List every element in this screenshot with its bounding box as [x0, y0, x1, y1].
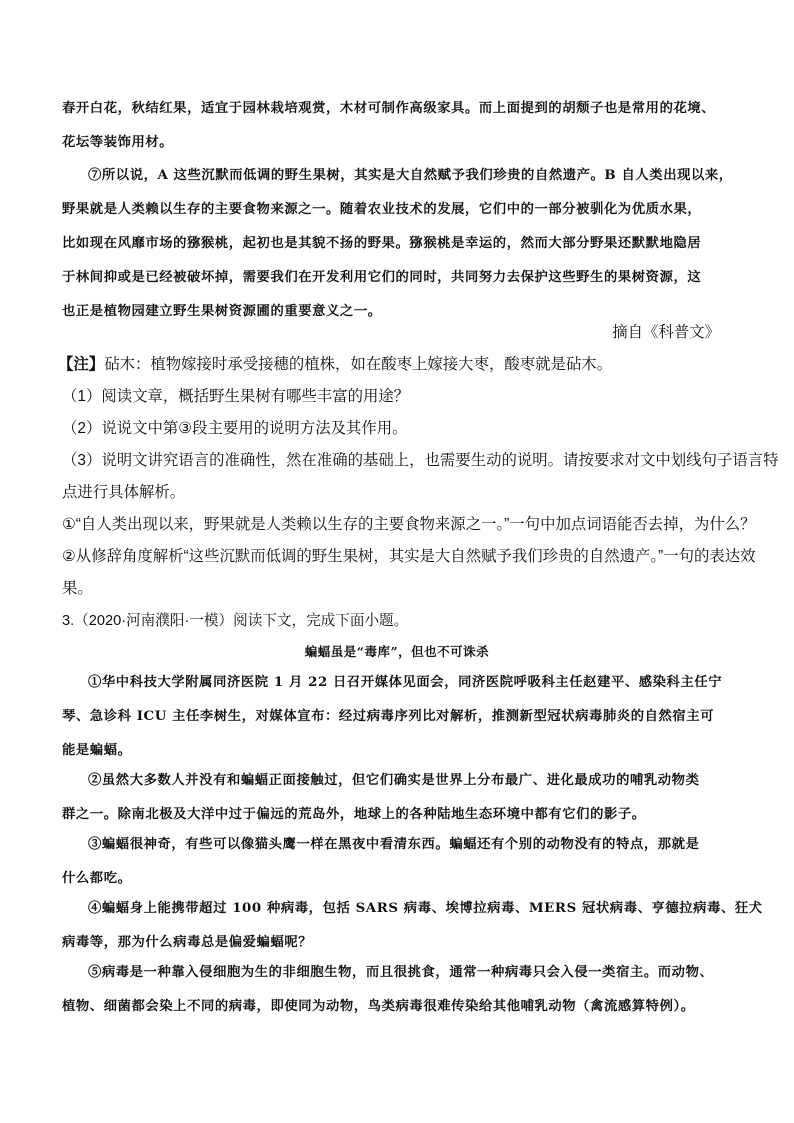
text-line: ④蝙蝠身上能携带超过 100 种病毒，包括 SARS 病毒、埃博拉病毒、MERS 冠状病毒、亨德拉病毒、狂犬	[88, 901, 763, 916]
text-line: 于林间抑或是已经被破坏掉，需要我们在开发利用它们的同时，共同努力去保护这些野生的果树资源，这	[62, 270, 702, 285]
paragraph-continued	[0, 92, 794, 160]
question-3-sub-2-continued: 果。	[62, 580, 93, 597]
note-text: 砧木：植物嫁接时承受接穗的植株，如在酸枣上嫁接大枣，酸枣就是砧木。	[104, 356, 613, 373]
article-paragraph-5	[0, 956, 794, 1024]
question-1: （1）阅读文章，概括野生果树有哪些丰富的用途？	[62, 388, 410, 405]
article-paragraph-2	[0, 764, 794, 832]
text-line: ⑤病毒是一种靠入侵细胞为生的非细胞生物，而且很挑食，通常一种病毒只会入侵一类宿主。而动物、	[88, 965, 714, 980]
note-label: 【注】	[58, 356, 105, 373]
question-2: （2）说说文中第③段主要用的说明方法及其作用。	[62, 420, 408, 437]
text-line: 群之一。除南北极及大洋中过于偏远的荒岛外，地球上的各种陆地生态环境中都有它们的影子。	[62, 807, 646, 822]
text-line: 花坛等装饰用材。	[62, 135, 174, 150]
text-line: 植物、细菌都会染上不同的病毒，即使同为动物，鸟类病毒很难传染给其他哺乳动物（禽流感算特例）。	[62, 999, 695, 1014]
text-line: 能是蝙蝠。	[62, 743, 132, 758]
text-line: 病毒等，那为什么病毒总是偏爱蝙蝠呢？	[62, 935, 313, 950]
article-paragraph-4	[0, 892, 794, 960]
note	[58, 350, 612, 380]
text-line: ②虽然大多数人并没有和蝙蝠正面接触过，但它们确实是世界上分布最广、进化最成功的哺乳动物类	[88, 773, 700, 788]
text-line: ①华中科技大学附属同济医院 1 月 22 日召开媒体见面会，同济医院呼吸科主任赵建平、感染科主任宁	[88, 675, 723, 690]
source-citation: 摘自《科普文》	[612, 324, 720, 341]
text-line: 也正是植物园建立野生果树资源圃的重要意义之一。	[62, 304, 382, 319]
text-line: 野果就是人类赖以生存的主要食物来源之一。随着农业技术的发展，它们中的一部分被驯化为优质水果，	[62, 202, 702, 217]
article-paragraph-1	[0, 666, 794, 768]
text-line: 比如现在风靡市场的猕猴桃，起初也是其貌不扬的野果。猕猴桃是幸运的，然而大部分野果还默默地隐居	[62, 236, 702, 251]
paragraph-7	[0, 159, 794, 329]
section-heading: 3.（2020·河南濮阳·一模）阅读下文，完成下面小题。	[62, 613, 409, 629]
question-3-sub-2: ②从修辞角度解析“这些沉默而低调的野生果树，其实是大自然赋予我们珍贵的自然遗产。”一句的表达效	[62, 548, 756, 565]
text-line: ⑦所以说，A 这些沉默而低调的野生果树，其实是大自然赋予我们珍贵的自然遗产。B 自人类出现以来，	[88, 168, 733, 183]
text-line: 什么都吃。	[62, 871, 132, 886]
article-paragraph-3	[0, 828, 794, 896]
question-3-sub-1: ①“自人类出现以来，野果就是人类赖以生存的主要食物来源之一。”一句中加点词语能否去掉，为什么？	[62, 516, 756, 533]
question-3: （3）说明文讲究语言的准确性，然在准确的基础上，也需要生动的说明。请按要求对文中划线句子语言特	[62, 452, 779, 469]
text-line: ③蝙蝠很神奇，有些可以像猫头鹰一样在黑夜中看清东西。蝙蝠还有个别的动物没有的特点，那就是	[88, 837, 700, 852]
text-line: 春开白花，秋结红果，适宜于园林栽培观赏，木材可制作高级家具。而上面提到的胡颓子也是常用的花境、	[62, 101, 716, 116]
article-title: 蝙蝠虽是“毒库”，但也不可诛杀	[304, 644, 490, 659]
question-3-continued: 点进行具体解析。	[62, 484, 186, 501]
text-line: 琴、急诊科 ICU 主任李树生，对媒体宣布：经过病毒序列比对解析，推测新型冠状病毒肺炎的自然宿主可	[62, 709, 715, 724]
